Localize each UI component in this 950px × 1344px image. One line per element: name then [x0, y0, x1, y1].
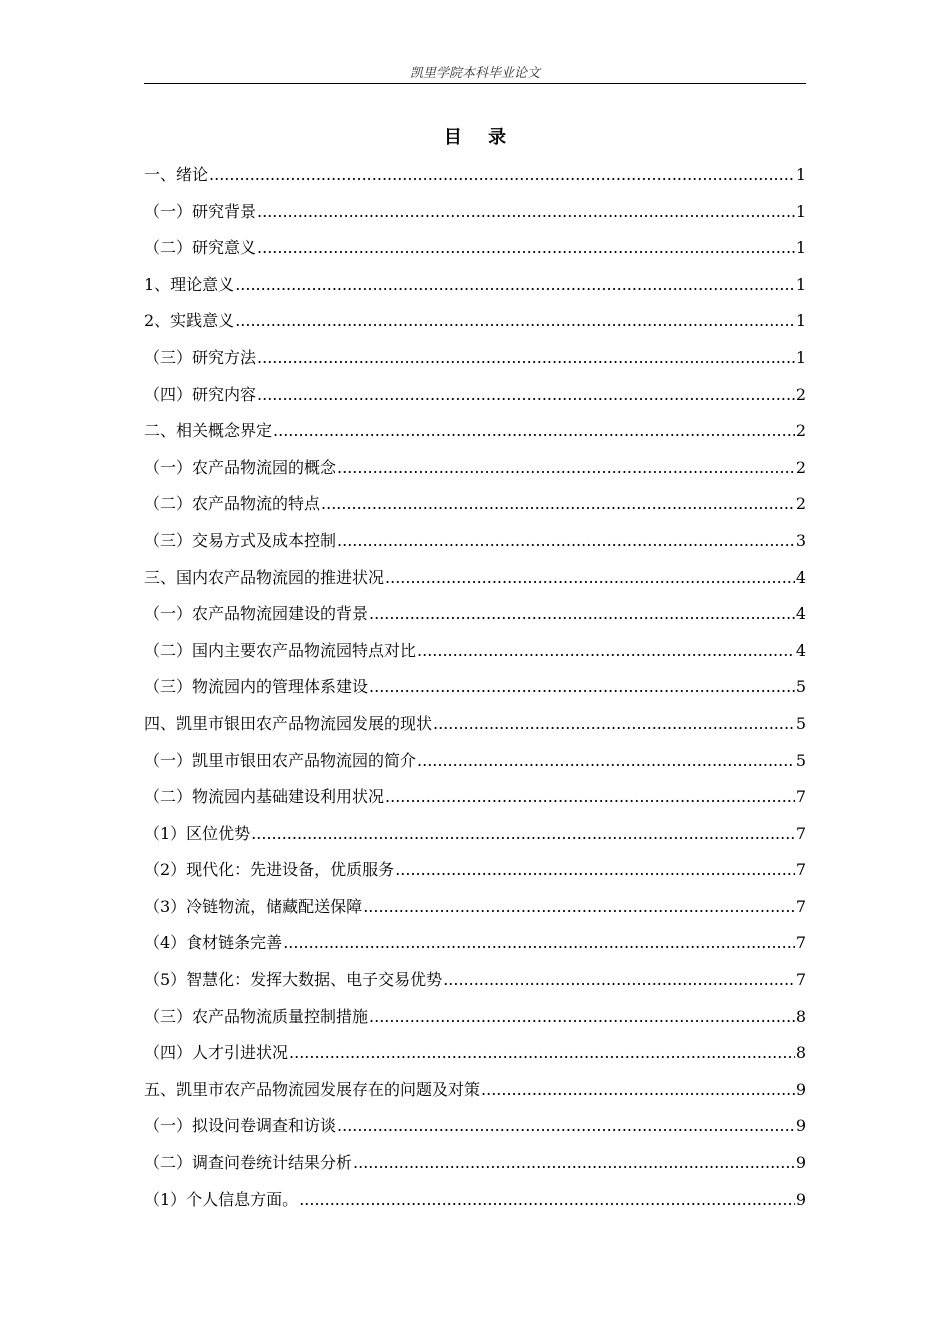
toc-page-number: 2 — [795, 421, 806, 441]
toc-dot-leader — [353, 1151, 795, 1175]
toc-dot-leader — [369, 602, 795, 626]
toc-entry-title: （二）农产品物流的特点 — [144, 494, 321, 514]
toc-entry[interactable] — [144, 529, 806, 566]
toc-dot-leader — [251, 822, 795, 846]
toc-dot-leader — [257, 236, 795, 260]
toc-page-number: 4 — [795, 640, 806, 660]
toc-entry-title: （5）智慧化：发挥大数据、电子交易优势 — [144, 970, 443, 990]
toc-entry[interactable] — [144, 858, 806, 895]
toc-page-number: 1 — [795, 165, 806, 184]
toc-entry-title: （2）现代化：先进设备，优质服务 — [144, 860, 395, 880]
toc-entry[interactable] — [144, 895, 806, 932]
toc-page-number: 8 — [795, 1043, 806, 1063]
toc-dot-leader — [235, 273, 795, 297]
toc-dot-leader — [417, 749, 795, 773]
toc-entry-title: 五、凯里市农产品物流园发展存在的问题及对策 — [144, 1079, 481, 1099]
toc-entry[interactable] — [144, 200, 806, 237]
toc-dot-leader — [257, 383, 795, 407]
toc-page-number: 9 — [795, 1116, 806, 1136]
toc-entry[interactable] — [144, 1188, 806, 1225]
toc-entry[interactable] — [144, 309, 806, 346]
toc-page-number: 4 — [795, 567, 806, 587]
toc-entry-title: 1、理论意义 — [144, 274, 235, 294]
toc-entry-title: 一、绪论 — [144, 165, 209, 184]
toc-page-number: 2 — [795, 494, 806, 514]
toc-dot-leader — [385, 566, 795, 590]
page-header: 凯里学院本科毕业论文 — [409, 66, 540, 81]
toc-page-number: 9 — [795, 1189, 806, 1209]
toc-page-number: 7 — [795, 970, 806, 990]
toc-entry-title: （二）调查问卷统计结果分析 — [144, 1153, 353, 1173]
toc-entry[interactable] — [144, 602, 806, 639]
toc-entry-title: （四）人才引进状况 — [144, 1043, 289, 1063]
toc-entry[interactable] — [144, 383, 806, 420]
toc-entry-title: （三）交易方式及成本控制 — [144, 530, 337, 550]
toc-page-number: 9 — [795, 1153, 806, 1173]
toc-entry[interactable] — [144, 639, 806, 676]
toc-entry[interactable] — [144, 456, 806, 493]
toc-entry[interactable] — [144, 273, 806, 310]
toc-entry-title: （一）拟设问卷调查和访谈 — [144, 1116, 337, 1136]
toc-entry-title: （三）农产品物流质量控制措施 — [144, 1006, 369, 1026]
toc-page-number: 1 — [795, 201, 806, 221]
toc-dot-leader — [417, 639, 795, 663]
toc-dot-leader — [385, 785, 795, 809]
toc-page-number: 1 — [795, 311, 806, 331]
toc-entry[interactable] — [144, 749, 806, 786]
toc-dot-leader — [481, 1078, 795, 1102]
toc-entry[interactable] — [144, 1078, 806, 1115]
toc-dot-leader — [257, 200, 795, 224]
toc-page-number: 7 — [795, 933, 806, 953]
toc-page-number: 8 — [795, 1006, 806, 1026]
toc-entry[interactable] — [144, 785, 806, 822]
toc-entry[interactable] — [144, 1114, 806, 1151]
toc-entry[interactable] — [144, 1005, 806, 1042]
toc-dot-leader — [289, 1041, 795, 1065]
toc-dot-leader — [235, 309, 795, 333]
toc-page-number: 5 — [795, 713, 806, 733]
toc-page-number: 1 — [795, 347, 806, 367]
table-of-contents — [144, 163, 806, 1224]
toc-page-number: 7 — [795, 787, 806, 807]
toc-dot-leader — [337, 456, 795, 480]
toc-dot-leader — [363, 895, 795, 919]
toc-entry[interactable] — [144, 419, 806, 456]
toc-page-number: 3 — [795, 530, 806, 550]
toc-dot-leader — [321, 492, 795, 516]
toc-page-number: 4 — [795, 604, 806, 624]
toc-entry-title: （一）农产品物流园的概念 — [144, 457, 337, 477]
toc-entry[interactable] — [144, 492, 806, 529]
toc-entry-title: 二、相关概念界定 — [144, 421, 273, 441]
toc-entry[interactable] — [144, 968, 806, 1005]
toc-dot-leader — [257, 346, 795, 370]
toc-entry-title: （四）研究内容 — [144, 384, 257, 404]
toc-entry-title: （3）冷链物流，储藏配送保障 — [144, 896, 363, 916]
toc-page-number: 2 — [795, 384, 806, 404]
toc-page-number: 1 — [795, 238, 806, 258]
toc-entry[interactable] — [144, 346, 806, 383]
header-divider — [144, 83, 806, 84]
toc-entry-title: （1）区位优势 — [144, 823, 251, 843]
toc-dot-leader — [369, 1005, 795, 1029]
toc-entry[interactable] — [144, 1041, 806, 1078]
toc-dot-leader — [395, 858, 795, 882]
toc-dot-leader — [337, 529, 795, 553]
toc-dot-leader — [283, 931, 795, 955]
toc-page-number: 2 — [795, 457, 806, 477]
toc-entry[interactable] — [144, 931, 806, 968]
toc-page-number: 7 — [795, 823, 806, 843]
toc-entry-title: （二）物流园内基础建设利用状况 — [144, 787, 385, 807]
toc-title: 目 录 — [443, 127, 517, 148]
toc-dot-leader — [273, 419, 795, 443]
toc-entry[interactable] — [144, 236, 806, 273]
toc-entry[interactable] — [144, 1151, 806, 1188]
toc-page-number: 5 — [795, 750, 806, 770]
toc-dot-leader — [209, 163, 795, 187]
toc-dot-leader — [369, 675, 795, 699]
toc-entry-title: （三）研究方法 — [144, 347, 257, 367]
toc-entry[interactable] — [144, 712, 806, 749]
toc-entry[interactable] — [144, 675, 806, 712]
toc-page-number: 9 — [795, 1079, 806, 1099]
toc-entry-title: 四、凯里市银田农产品物流园发展的现状 — [144, 713, 433, 733]
toc-entry-title: （三）物流园内的管理体系建设 — [144, 677, 369, 697]
toc-dot-leader — [443, 968, 795, 992]
toc-entry-title: （1）个人信息方面。 — [144, 1189, 299, 1209]
toc-entry-title: （一）凯里市银田农产品物流园的简介 — [144, 750, 417, 770]
toc-entry-title: （4）食材链条完善 — [144, 933, 283, 953]
toc-page-number: 5 — [795, 677, 806, 697]
toc-entry-title: 三、国内农产品物流园的推进状况 — [144, 567, 385, 587]
toc-page-number: 7 — [795, 860, 806, 880]
toc-dot-leader — [433, 712, 795, 736]
toc-entry[interactable] — [144, 822, 806, 859]
toc-dot-leader — [337, 1114, 795, 1138]
toc-entry-title: （二）研究意义 — [144, 238, 257, 258]
toc-dot-leader — [299, 1188, 795, 1212]
toc-entry-title: （一）研究背景 — [144, 201, 257, 221]
toc-entry-title: 2、实践意义 — [144, 311, 235, 331]
toc-page-number: 1 — [795, 274, 806, 294]
toc-entry[interactable] — [144, 163, 806, 200]
toc-entry-title: （一）农产品物流园建设的背景 — [144, 604, 369, 624]
toc-entry[interactable] — [144, 566, 806, 603]
toc-page-number: 7 — [795, 896, 806, 916]
toc-entry-title: （二）国内主要农产品物流园特点对比 — [144, 640, 417, 660]
